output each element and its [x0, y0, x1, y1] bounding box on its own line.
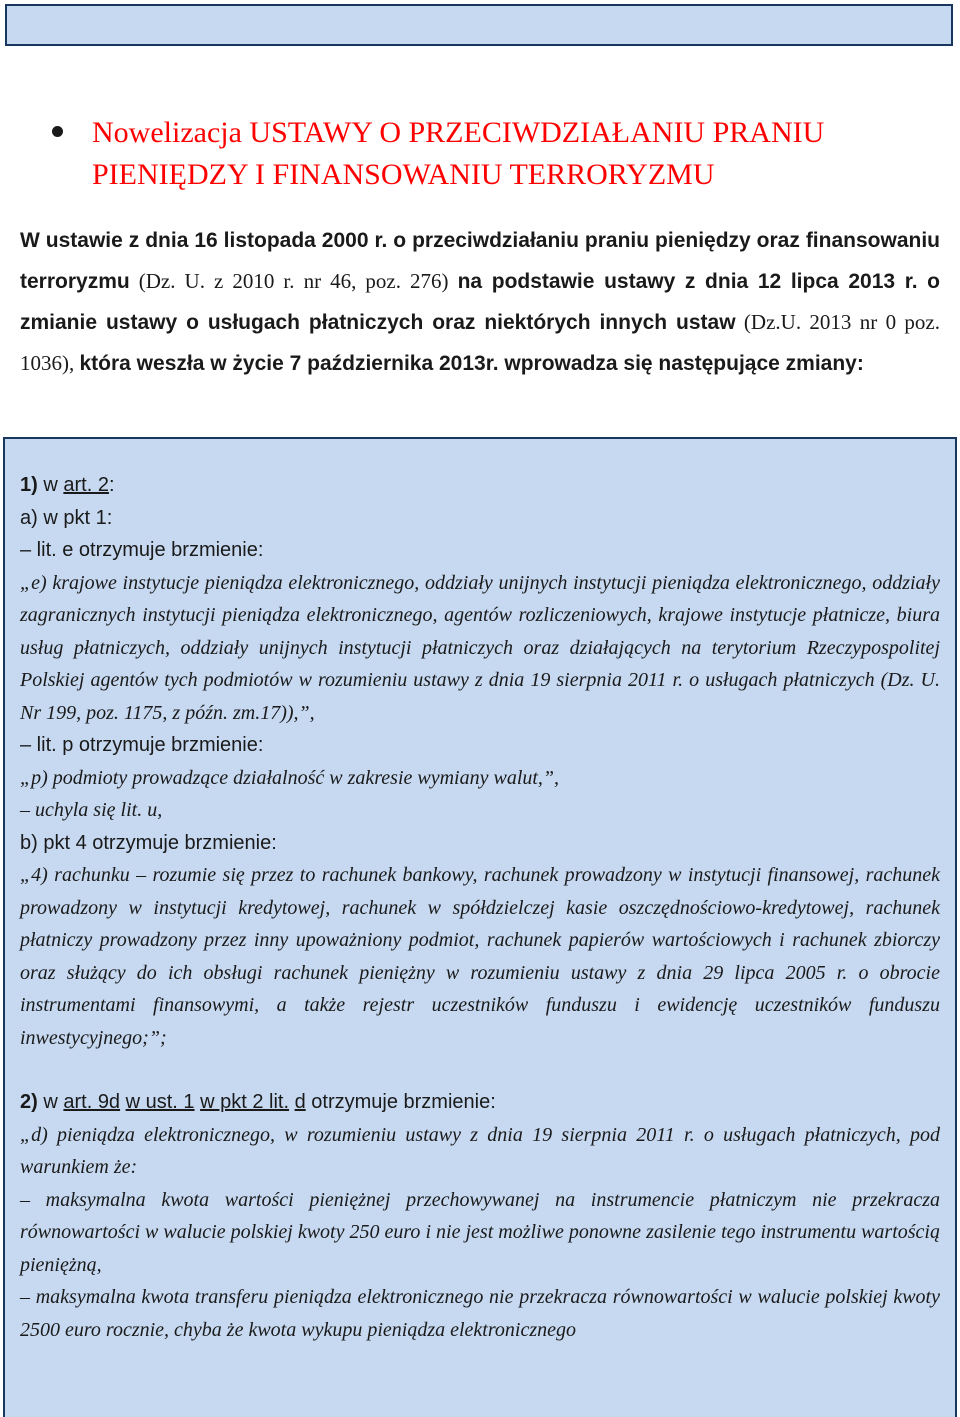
lit-e-text: „e) krajowe instytucje pieniądza elektronicznego, oddziały unijnych instytucji pieniądza elektronicznego, oddziały zagranicznych instytucji pieniądza elektronicznego, agentów rozliczeniowych, krajowe instytucje płatnicze, biura usług płatniczych, oddziały unijnych instytucji płatniczych oraz działających na terytorium Rzeczypospolitej Polskiej agentów tych podmiotów w rozumieniu ustawy z dnia 19 sierpnia 2011 r. o usługach płatniczych (Dz. U. Nr 199, poz. 1175, z późn. zm.17)),”, [20, 571, 940, 724]
letter-link[interactable]: d [294, 1091, 306, 1113]
amendment-number: 1) [20, 474, 38, 496]
bullet-icon [52, 126, 63, 137]
amendment-2-heading [20, 1086, 940, 1119]
condition-2: – maksymalna kwota transferu pieniądza elektronicznego nie przekracza równowartości w walucie polskiej kwoty 2500 euro rocznie, chyba że kwota wykupu pieniądza elektronicznego [20, 1286, 940, 1341]
lit-p-text: „p) podmioty prowadzące działalność w zakresie wymiany walut,”, [20, 766, 560, 789]
pkt4-text: „4) rachunku – rozumie się przez to rachunek bankowy, rachunek prowadzony w instytucji finansowej, rachunek prowadzony w instytucji kredytowej, rachunek w spółdzielczej kasie oszczędnościowo-kredytowej, rachunek płatniczy prowadzony przez inny upoważniony podmiot, rachunek papierów wartościowych i rachunek zbiorczy oraz służący do ich obsługi rachunek pieniężny w rozumieniu ustawy z dnia 29 lipca 2005 r. o obrocie instrumentami finansowymi, a także rejestr uczestników funduszu i ewidencję uczestników funduszu inwestycyjnego;”; [20, 864, 940, 1049]
lit-e-intro: – lit. e otrzymuje brzmienie: [20, 539, 264, 561]
lit-d-text: „d) pieniądza elektronicznego, w rozumieniu ustawy z dnia 19 sierpnia 2011 r. o usługach płatniczych, pod warunkiem że: [20, 1123, 940, 1178]
intro-text-1: W ustawie z dnia 16 listopada 2000 r. o przeciwdziałaniu praniu pieniędzy oraz finansowaniu terroryzmu [20, 229, 940, 293]
amendment-text: w [37, 474, 64, 496]
intro-text-4: (Dz.U. 2013 nr 0 poz. 1036), [20, 310, 940, 375]
intro-paragraph [20, 220, 940, 384]
paragraph-link[interactable]: w ust. 1 [125, 1091, 195, 1113]
intro-text-3: na podstawie ustawy z dnia 12 lipca 2013 r. o zmianie ustawy o usługach płatniczych oraz niektórych innych ustaw [20, 270, 941, 334]
intro-text-2: (Dz. U. z 2010 r. nr 46, poz. 276) [129, 269, 458, 293]
lit-p-intro: – lit. p otrzymuje brzmienie: [20, 734, 264, 756]
point-heading: a) w pkt 1: [20, 506, 113, 529]
intro-text-5: która weszła w życie 7 października 2013r. wprowadza się następujące zmiany: [79, 352, 864, 375]
spacer [20, 1054, 940, 1086]
lit-u-text: – uchyla się lit. u, [20, 799, 163, 821]
amendment-number: 2) [20, 1091, 38, 1113]
amendment-text: : [108, 474, 115, 496]
document-heading: Nowelizacja USTAWY O PRZECIWDZIAŁANIU PRANIU PIENIĘDZY I FINANSOWANIU TERRORYZMU [92, 116, 825, 191]
point-link[interactable]: w pkt 2 lit. [200, 1091, 290, 1113]
pkt4-intro: b) pkt 4 otrzymuje brzmienie: [20, 831, 277, 854]
amendments-content [20, 469, 940, 1346]
article-link[interactable]: art. 2 [63, 474, 109, 496]
article-link[interactable]: art. 9d [63, 1091, 121, 1113]
amendment-1-heading [20, 469, 940, 502]
amendment-text: otrzymuje brzmienie: [305, 1091, 496, 1113]
header-banner [5, 4, 953, 46]
condition-1: – maksymalna kwota wartości pieniężnej przechowywanej na instrumencie płatniczym nie przekracza równowartości w walucie polskiej kwoty 250 euro i nie jest możliwe ponowne zasilenie tego instrumentu wartością pieniężną, [20, 1188, 940, 1276]
amendment-text: w [37, 1091, 64, 1113]
